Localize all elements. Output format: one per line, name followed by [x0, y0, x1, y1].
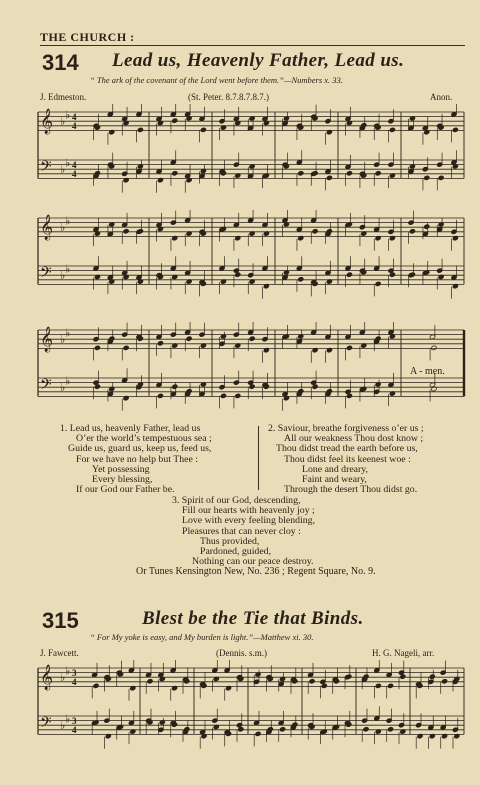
time-signature-top: 3 [72, 716, 77, 726]
note-head [292, 722, 298, 727]
flat-sign-icon: ♭ [65, 375, 71, 388]
verse-line: 2. Saviour, breathe forgiveness o’er us ; [268, 423, 424, 434]
flat-sign-icon: ♭ [60, 334, 66, 347]
verse-line: If our God our Father be. [76, 484, 175, 496]
verse-line: Fill our hearts with heavenly joy ; [182, 505, 315, 517]
note-head [94, 171, 100, 176]
note-head [147, 679, 153, 684]
note-head [424, 175, 430, 180]
note-head [200, 127, 206, 132]
note-head [389, 127, 395, 132]
note-head [137, 229, 143, 234]
note-head [184, 727, 190, 732]
staff-system-svg [32, 104, 468, 194]
note-head [309, 679, 315, 684]
note-head [375, 336, 381, 341]
note-head [452, 127, 458, 132]
note-head [361, 123, 367, 128]
time-signature-top: 4 [72, 112, 77, 122]
flat-sign-icon: ♭ [60, 270, 66, 283]
verse-line: All our weakness Thou dost know ; [284, 433, 424, 445]
note-head [267, 727, 273, 732]
note-head [346, 345, 352, 350]
note-head [441, 679, 447, 684]
verse-line: Lone and dreary, [302, 463, 369, 475]
hymn-315-number: 315 [42, 608, 79, 633]
bass-clef-icon: 𝄢 [40, 714, 52, 735]
note-head [93, 683, 99, 688]
note-head [346, 674, 352, 679]
flat-sign-icon: ♭ [65, 157, 71, 170]
verse-line: Thou didst tread the earth before us, [276, 443, 418, 455]
note-head [123, 229, 129, 234]
note-head [157, 341, 163, 346]
hymn-315-epigraph: “ For My yoke is easy, and My burden is light.”—Matthew xi. 30. [90, 632, 314, 642]
verse-3 [172, 496, 315, 567]
note-head [326, 229, 332, 234]
flat-sign-icon: ♭ [65, 665, 71, 678]
verse-line: Nothing can our peace destroy. [192, 556, 314, 568]
verse-line: 3. Spirit of our God, descending, [172, 495, 301, 506]
verse-line: Pardoned, guided, [200, 546, 272, 558]
note-head [298, 277, 304, 282]
verse-2 [268, 424, 424, 495]
note-head [298, 389, 304, 394]
note-head [312, 229, 318, 234]
bass-clef-icon: 𝄢 [40, 264, 52, 285]
verse-line: Through the desert Thou didst go. [284, 484, 418, 496]
treble-clef-icon: 𝄞 [40, 215, 54, 240]
verse-line: O’er the world’s tempestuous sea ; [76, 433, 212, 445]
note-head [326, 389, 332, 394]
hymn-314-epigraph: “ The ark of the covenant of the Lord went before them.”—Numbers x. 33. [90, 75, 343, 85]
verse-line: Yet possessing [92, 463, 150, 475]
note-head [137, 127, 143, 132]
hymn-314-author: J. Edmeston. [40, 92, 87, 102]
time-signature-bottom: 4 [72, 677, 77, 687]
staff-system-svg [32, 660, 468, 760]
flat-sign-icon: ♭ [60, 164, 66, 177]
flat-sign-icon: ♭ [60, 116, 66, 129]
note-head [123, 345, 129, 350]
flat-sign-icon: ♭ [65, 713, 71, 726]
verse-divider [258, 426, 259, 490]
note-head [375, 281, 381, 286]
verse-line: Guide us, guard us, keep us, feed us, [68, 443, 212, 455]
time-signature-bottom: 4 [72, 169, 77, 179]
note-head [186, 389, 192, 394]
note-head [346, 171, 352, 176]
flat-sign-icon: ♭ [65, 327, 71, 340]
note-head [172, 171, 178, 176]
note-head [363, 674, 369, 679]
flat-sign-icon: ♭ [65, 215, 71, 228]
note-head [375, 171, 381, 176]
time-signature-top: 3 [72, 668, 77, 678]
hymn-315-system-1 [32, 660, 468, 760]
note-head [326, 175, 332, 180]
flat-sign-icon: ♭ [65, 263, 71, 276]
hymn-315-title: Blest be the Tie that Binds. [142, 608, 364, 629]
verse-line: Thus provided, [200, 535, 260, 547]
verse-line: For we have no help but Thee : [76, 453, 198, 465]
verse-1 [60, 424, 212, 495]
bass-clef-icon: 𝄢 [40, 376, 52, 397]
hymn-314-system-2 [32, 210, 468, 300]
note-head [431, 345, 437, 350]
verse-line: Love with every feeling blending, [182, 515, 316, 527]
header-rule [40, 45, 465, 46]
note-head [94, 345, 100, 350]
hymn-314-tune: (St. Peter. 8.7.8.7.8.7.) [188, 92, 269, 102]
hymn-314-composer: Anon. [430, 92, 453, 102]
staff-system-svg [32, 210, 468, 300]
note-head [298, 171, 304, 176]
time-signature-top: 4 [72, 160, 77, 170]
note-head [346, 272, 352, 277]
note-head [235, 393, 241, 398]
hymn-315-tune: (Dennis. s.m.) [216, 648, 267, 658]
note-head [157, 393, 163, 398]
flat-sign-icon: ♭ [60, 672, 66, 685]
hymn-315-author: J. Fawcett. [40, 648, 79, 658]
note-head [387, 727, 393, 732]
hymn-314-number: 314 [42, 50, 79, 75]
note-head [424, 224, 430, 229]
verse-line: Pleasures that can never cloy : [182, 525, 301, 537]
flat-sign-icon: ♭ [60, 382, 66, 395]
time-signature-bottom: 4 [72, 121, 77, 131]
treble-clef-icon: 𝄞 [40, 327, 54, 352]
flat-sign-icon: ♭ [65, 109, 71, 122]
amen-label: A - men. [410, 366, 445, 377]
note-head [363, 727, 369, 732]
note-head [375, 683, 381, 688]
note-head [172, 384, 178, 389]
flat-sign-icon: ♭ [60, 720, 66, 733]
note-head [387, 683, 393, 688]
hymn-314-system-3 [32, 322, 468, 412]
note-head [429, 674, 435, 679]
note-head [249, 336, 255, 341]
note-head [312, 171, 318, 176]
treble-clef-icon: 𝄞 [40, 665, 54, 690]
verse-line: Every blessing, [92, 474, 153, 486]
time-signature-bottom: 4 [72, 725, 77, 735]
note-head [438, 175, 444, 180]
note-head [409, 272, 415, 277]
other-tunes-note: Or Tunes Kensington New, No. 236 ; Regent Square, No. 9. [136, 566, 376, 577]
hymn-315-composer: H. G. Nageli, arr. [372, 648, 435, 658]
running-head: THE CHURCH : [40, 30, 135, 44]
note-head [109, 336, 115, 341]
staff-system-svg [32, 322, 468, 412]
note-head [255, 731, 261, 736]
verse-line: 1. Lead us, heavenly Father, lead us [60, 423, 201, 434]
note-head [172, 118, 178, 123]
note-head [409, 229, 415, 234]
hymn-314-title: Lead us, Heavenly Father, Lead us. [112, 50, 405, 71]
note-head [279, 727, 285, 732]
note-head [186, 336, 192, 341]
verse-line: Thou didst feel its keenest woe : [284, 453, 411, 465]
note-head [220, 393, 226, 398]
verse-line: Faint and weary, [302, 474, 367, 486]
flat-sign-icon: ♭ [60, 222, 66, 235]
treble-clef-icon: 𝄞 [40, 109, 54, 134]
bass-clef-icon: 𝄢 [40, 158, 52, 179]
hymn-314-system-1 [32, 104, 468, 194]
